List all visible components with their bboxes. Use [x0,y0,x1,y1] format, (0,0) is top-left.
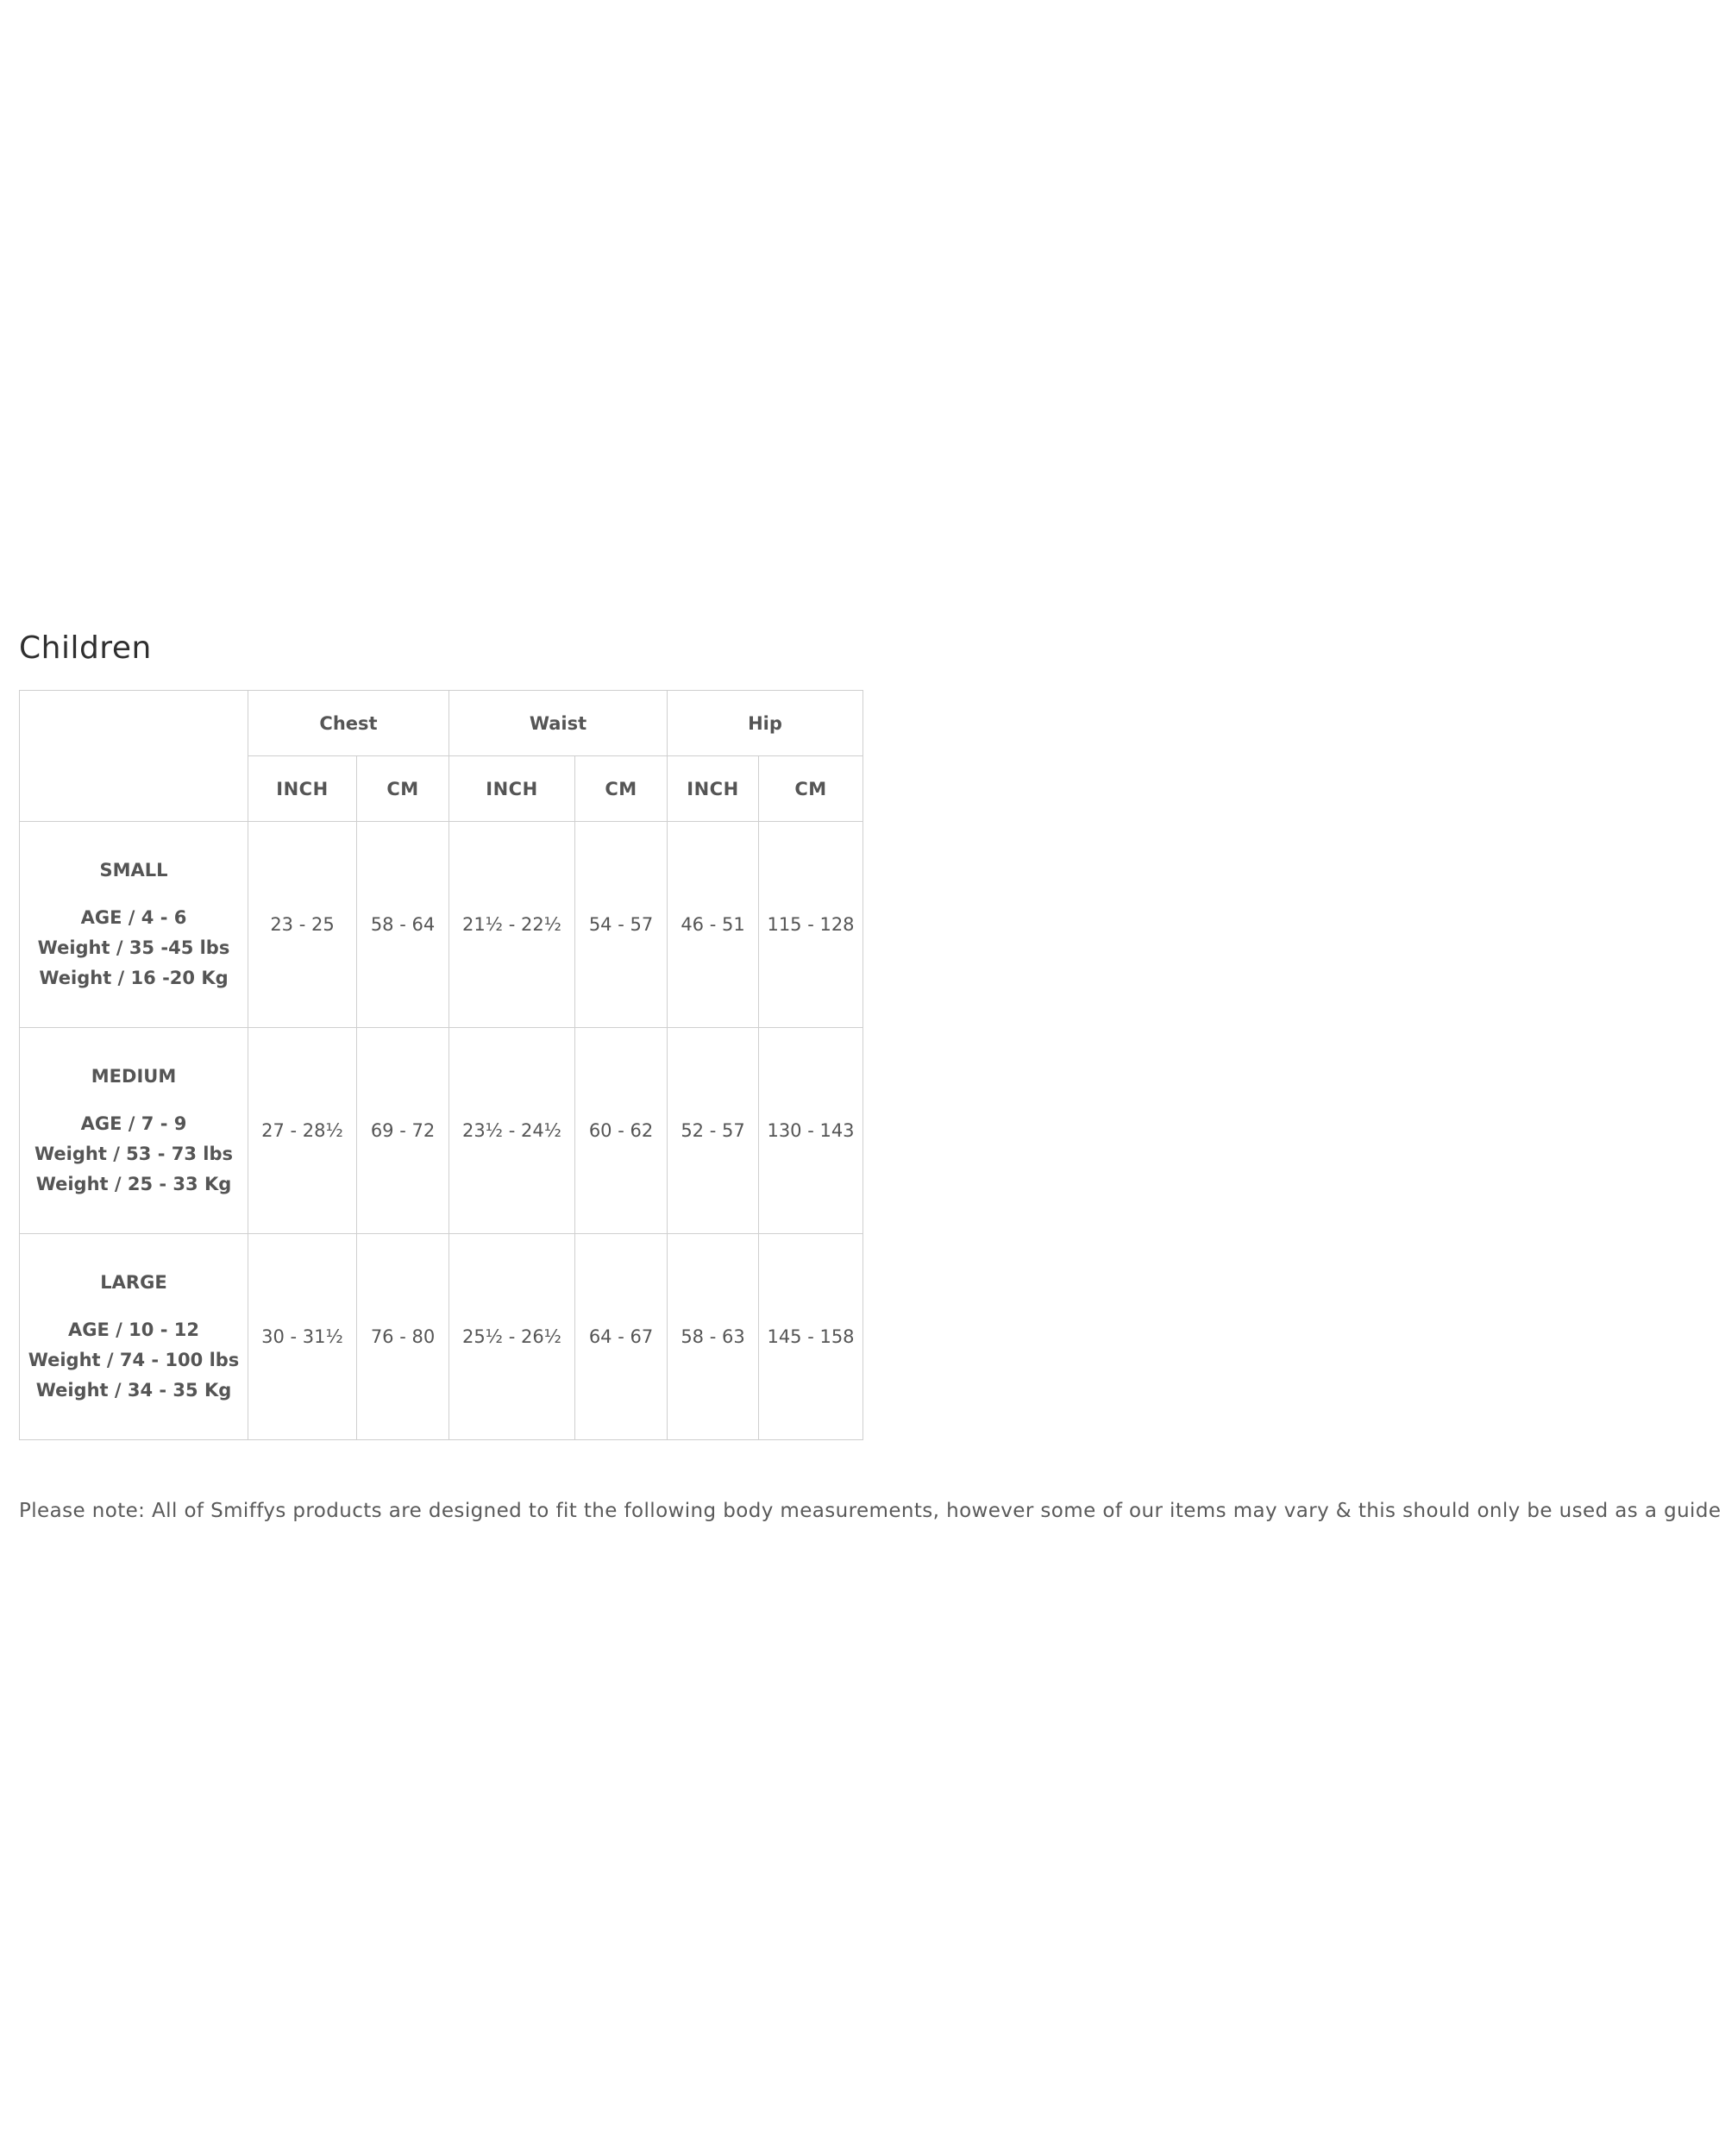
hip-cm-value: 145 - 158 [759,1234,863,1440]
size-guide-note: Please note: All of Smiffys products are designed to fit the following body measurements, however some of our items may vary & this should only be used as a guide [19,1500,1722,1522]
section-title: Children [19,630,152,666]
header-waist-cm: CM [575,756,668,822]
header-chest: Chest [248,691,449,756]
size-name: MEDIUM [91,1066,177,1087]
group-header-row [20,691,863,756]
waist-cm-value: 54 - 57 [575,822,668,1028]
waist-cm-value: 60 - 62 [575,1028,668,1234]
size-name: SMALL [99,860,168,881]
hip-inch-value: 46 - 51 [668,822,759,1028]
table-row [20,822,863,1028]
hip-inch-value: 52 - 57 [668,1028,759,1234]
table-row [20,1234,863,1440]
header-hip-cm: CM [759,756,863,822]
chest-inch-value: 27 - 28½ [248,1028,357,1234]
size-weight-kg: Weight / 16 -20 Kg [39,968,229,988]
waist-inch-value: 25½ - 26½ [449,1234,575,1440]
waist-inch-value: 21½ - 22½ [449,822,575,1028]
hip-cm-value: 130 - 143 [759,1028,863,1234]
waist-inch-value: 23½ - 24½ [449,1028,575,1234]
size-label-cell [20,1028,248,1234]
size-weight-kg: Weight / 25 - 33 Kg [35,1174,232,1194]
hip-cm-value: 115 - 128 [759,822,863,1028]
corner-cell [20,691,248,822]
waist-cm-value: 64 - 67 [575,1234,668,1440]
hip-inch-value: 58 - 63 [668,1234,759,1440]
size-age: AGE / 4 - 6 [80,907,187,928]
size-label-cell [20,1234,248,1440]
header-chest-inch: INCH [248,756,357,822]
chest-inch-value: 30 - 31½ [248,1234,357,1440]
size-weight-lbs: Weight / 53 - 73 lbs [34,1144,233,1164]
chest-inch-value: 23 - 25 [248,822,357,1028]
header-chest-cm: CM [357,756,449,822]
size-weight-kg: Weight / 34 - 35 Kg [35,1380,232,1401]
chest-cm-value: 69 - 72 [357,1028,449,1234]
header-waist-inch: INCH [449,756,575,822]
size-weight-lbs: Weight / 74 - 100 lbs [28,1350,240,1370]
header-waist: Waist [449,691,668,756]
chest-cm-value: 58 - 64 [357,822,449,1028]
table-row [20,1028,863,1234]
size-age: AGE / 7 - 9 [80,1113,187,1134]
size-age: AGE / 10 - 12 [68,1319,199,1340]
size-label-cell [20,822,248,1028]
header-hip-inch: INCH [668,756,759,822]
header-hip: Hip [668,691,863,756]
size-chart-table [19,690,863,1440]
size-weight-lbs: Weight / 35 -45 lbs [37,937,230,958]
chest-cm-value: 76 - 80 [357,1234,449,1440]
size-name: LARGE [100,1272,167,1293]
